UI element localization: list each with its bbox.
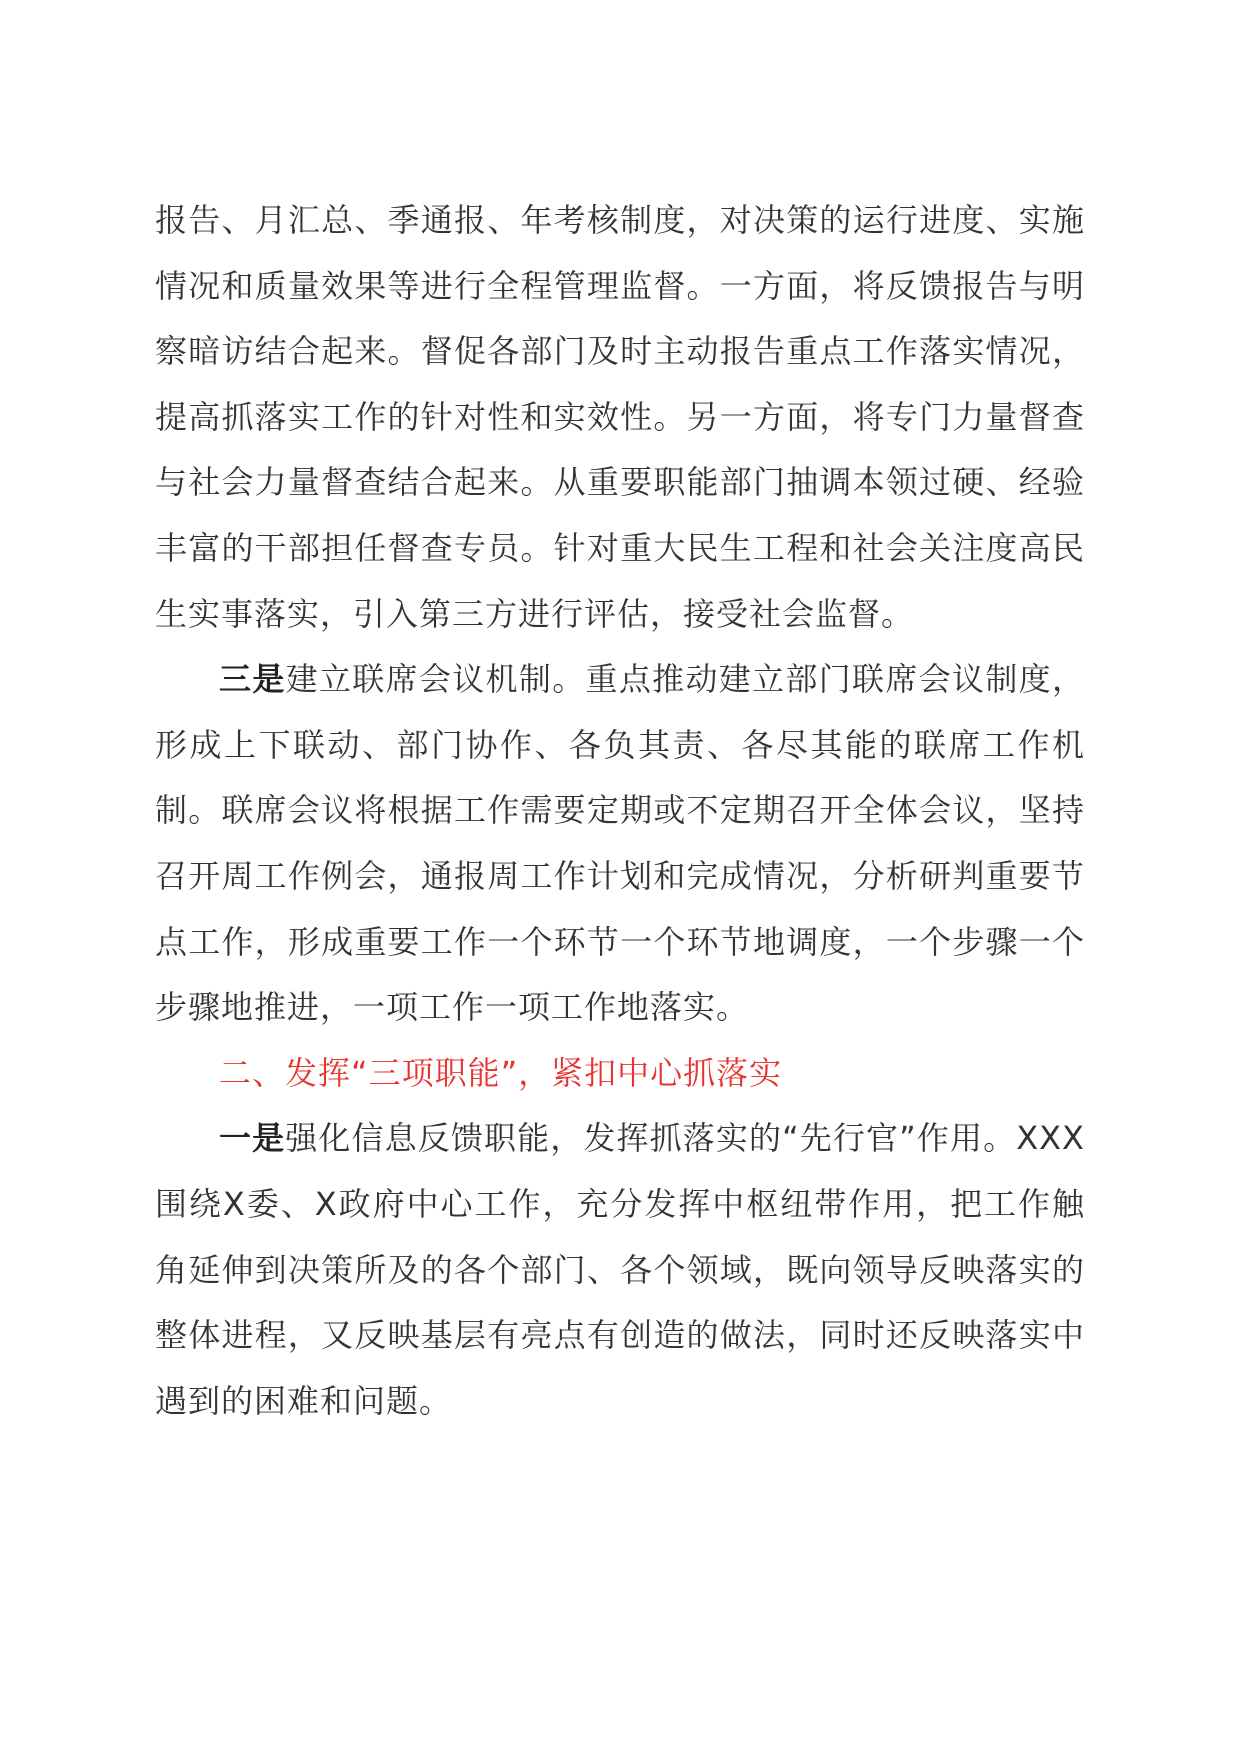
paragraph-continuation-text: 报告、月汇总、季通报、年考核制度，对决策的运行进度、实施情况和质量效果等进行全程管理监督。一方面，将反馈报告与明察暗访结合起来。督促各部门及时主动报告重点工作落实情况，提高抓落实工作的针对性和实效性。另一方面，将专门力量督查与社会力量督查结合起来。从重要职能部门抽调本领过硬、经验丰富的干部担任督查专员。针对重大民生工程和社会关注度高民生实事落实，引入第三方进行评估，接受社会监督。 <box>155 201 1085 633</box>
section-heading: 二、发挥“三项职能”，紧扣中心抓落实 <box>219 1053 783 1092</box>
paragraph-item-one-text: 强化信息反馈职能，发挥抓落实的“先行官”作用。XXX围绕X委、X政府中心工作，充分发挥中枢纽带作用，把工作触角延伸到决策所及的各个部门、各个领域，既向领导反映落实的整体进程，又反映基层有亮点有创造的做法，同时还反映落实中遇到的困难和问题。 <box>155 1119 1085 1420</box>
paragraph-item-one <box>155 1106 1085 1434</box>
paragraph-item-one-lead: 一是 <box>219 1119 286 1158</box>
paragraph-item-three-lead: 三是 <box>219 660 286 699</box>
paragraph-continuation <box>155 188 1085 647</box>
paragraph-item-three <box>155 647 1085 1041</box>
document-page <box>155 188 1085 1434</box>
paragraph-item-three-text: 建立联席会议机制。重点推动建立部门联席会议制度，形成上下联动、部门协作、各负其责、各尽其能的联席工作机制。联席会议将根据工作需要定期或不定期召开全体会议，坚持召开周工作例会，通报周工作计划和完成情况，分析研判重要节点工作，形成重要工作一个环节一个环节地调度，一个步骤一个步骤地推进，一项工作一项工作地落实。 <box>155 660 1085 1027</box>
